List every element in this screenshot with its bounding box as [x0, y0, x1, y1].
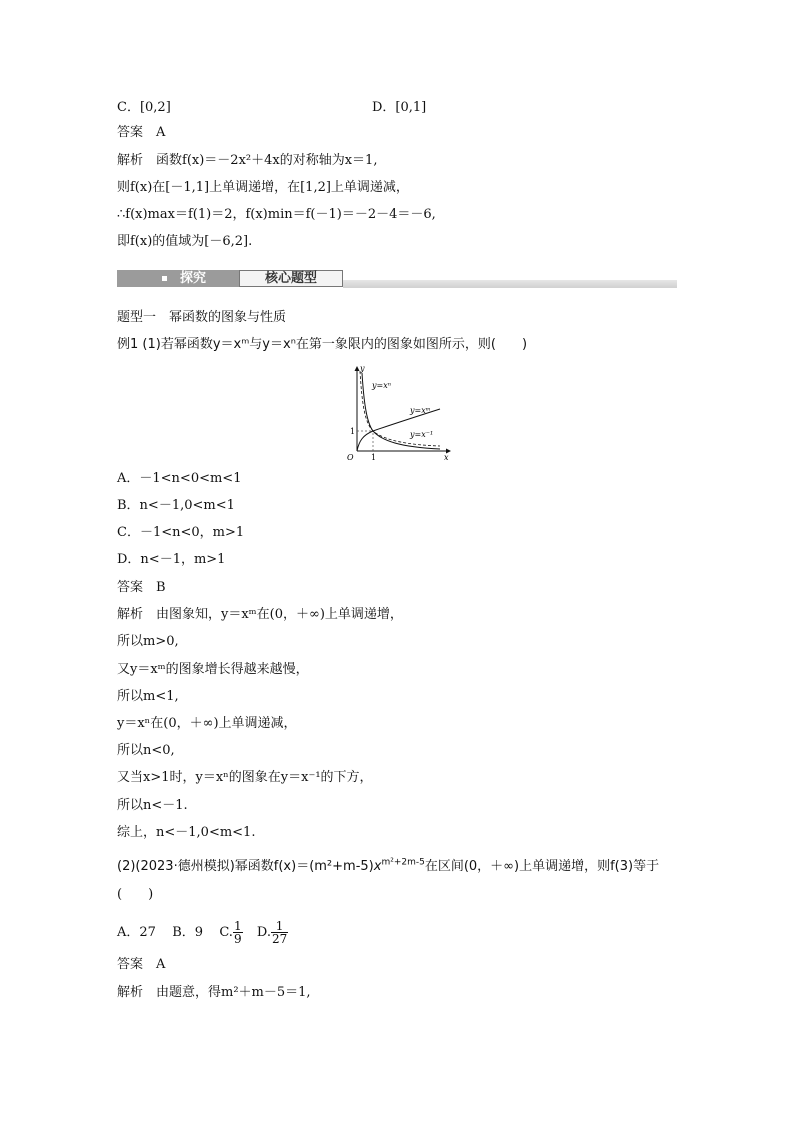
example1-analysis-7: 又当x>1时，y＝xⁿ的图象在y＝x⁻¹的下方， [117, 770, 373, 785]
example1-analysis-4: 所以m<1, [117, 689, 179, 704]
example2-exponent: m²+2m-5 [381, 857, 425, 868]
origin-label: O [347, 453, 354, 461]
curve-n-label: y=xⁿ [372, 381, 391, 390]
option-d-prev: D．[0,1] [372, 100, 427, 115]
example2-option-c: C. $\frac{1}{9}$ [219, 919, 242, 946]
example1-answer: 答案 B [117, 580, 166, 595]
curve-m-label: y=xᵐ [410, 406, 431, 415]
example1-analysis-6: 所以n<0, [117, 743, 175, 758]
example1-analysis-8: 所以n<－1. [117, 798, 188, 813]
example1-option-a: A．－1<n<0<m<1 [117, 471, 242, 486]
example2-option-b: B．9 [172, 925, 204, 940]
tick-x-label: 1 [371, 453, 377, 461]
answer-label-prev: 答案 A [117, 125, 166, 140]
example1-analysis-1: 解析 由图象知，y＝xᵐ在(0，＋∞)上单调递增， [117, 607, 403, 622]
example1-analysis-5: y＝xⁿ在(0，＋∞)上单调递减， [117, 716, 297, 731]
example1-analysis-9: 综上，n<－1,0<m<1. [117, 825, 256, 840]
analysis-label: 解析 [117, 153, 144, 168]
example1-option-d: D．n<－1，m>1 [117, 552, 226, 567]
graph-svg [340, 365, 452, 461]
example1-analysis-3: 又y＝xᵐ的图象增长得越来越慢， [117, 662, 309, 677]
example2-options [117, 920, 288, 945]
example2-answer: 答案 A [117, 957, 166, 972]
example1-stem: 例1 (1)若幂函数y＝xᵐ与y＝xⁿ在第一象限内的图象如图所示，则( ) [117, 337, 528, 352]
example2-paren: ( ) [117, 887, 154, 902]
power-function-graph [340, 365, 452, 465]
section-bar-dark [117, 270, 239, 287]
curve-inv-label: y=x⁻¹ [410, 430, 434, 439]
section-right-label: 核心题型 [239, 270, 343, 287]
analysis-prev-line2: 则f(x)在[－1,1]上单调递增，在[1,2]上单调递减， [117, 180, 409, 195]
y-axis-label: y [360, 365, 365, 373]
example1-option-b: B．n<－1,0<m<1 [117, 498, 235, 513]
section-rule [343, 280, 677, 288]
bullet-square-icon [162, 276, 167, 281]
analysis-prev-line1: 解析 函数f(x)＝－2x²＋4x的对称轴为x＝1, [117, 153, 378, 168]
analysis-prev-line3: ∴f(x)max＝f(1)＝2，f(x)min＝f(－1)＝－2－4＝－6, [117, 207, 436, 222]
section-bar [117, 268, 677, 290]
example2-stem: (2)(2023·德州模拟)幂函数$f(x)=(m^2+m-5)x^{m^2+2m-5}$在区间(0，＋∞)上单调递增，则f(3)等于 [117, 857, 660, 874]
x-axis-label: x [444, 453, 449, 461]
y-axis-arrow-icon [355, 366, 360, 371]
tick-y-label: 1 [350, 427, 356, 436]
option-c-prev: C．[0,2] [117, 100, 171, 115]
type-title: 题型一 幂函数的图象与性质 [117, 310, 287, 325]
example2-option-d: D. $\frac{1}{27}$ [256, 919, 288, 946]
example1-option-c: C．－1<n<0，m>1 [117, 525, 245, 540]
example2-option-a: A．27 [117, 925, 156, 940]
section-left-label: 探究 [180, 271, 207, 286]
analysis-prev-line4: 即f(x)的值域为[－6,2]. [117, 234, 253, 249]
example2-analysis: 解析 由题意，得m²＋m－5＝1, [117, 985, 311, 1000]
example1-analysis-2: 所以m>0, [117, 634, 179, 649]
